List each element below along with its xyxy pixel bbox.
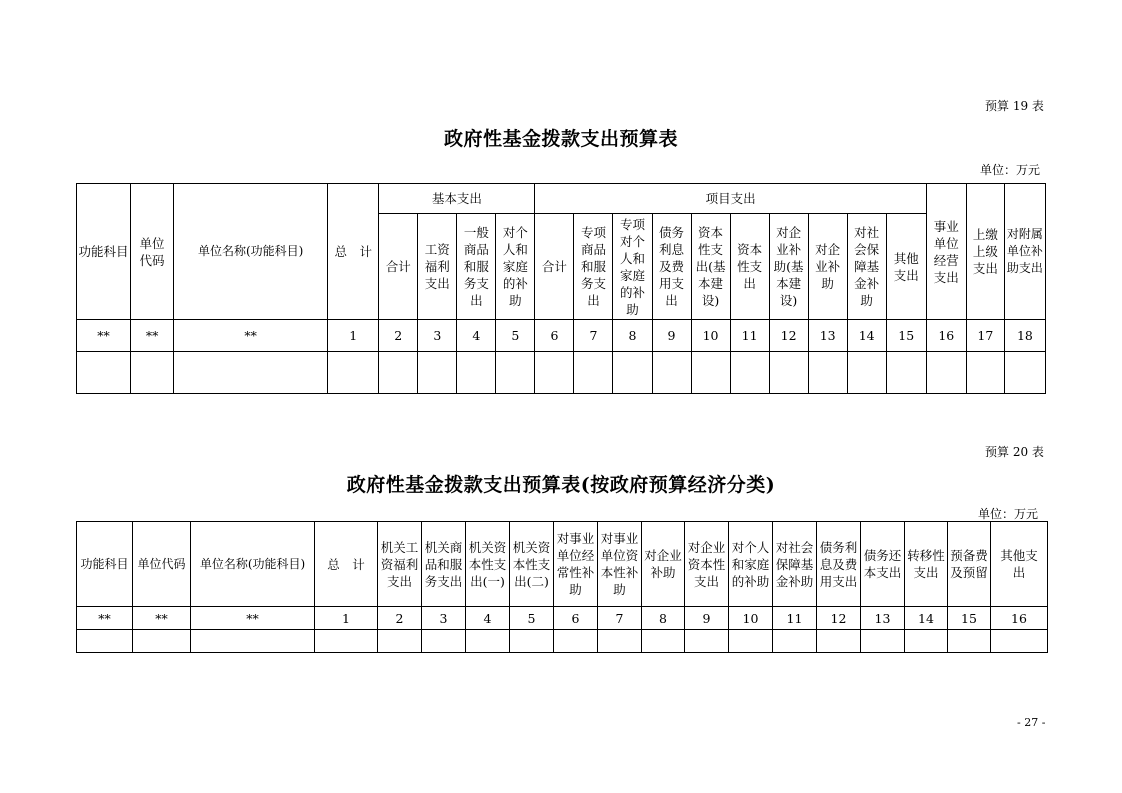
empty-cell xyxy=(510,630,554,653)
index-cell: 8 xyxy=(613,320,652,352)
empty-cell xyxy=(328,352,379,394)
empty-cell xyxy=(77,630,133,653)
empty-cell xyxy=(315,630,378,653)
empty-cell xyxy=(685,630,729,653)
index-cell: 14 xyxy=(905,607,948,630)
index-cell: ** xyxy=(77,607,133,630)
header-col: 对个人和家庭的补助 xyxy=(729,522,773,607)
header-project-col: 其他支出 xyxy=(886,214,926,320)
header-project-col: 合计 xyxy=(535,214,574,320)
index-cell: 11 xyxy=(730,320,769,352)
table-19 xyxy=(76,183,1046,394)
index-cell: 9 xyxy=(652,320,691,352)
header-col: 对企业资本性支出 xyxy=(685,522,729,607)
header-unit-name: 单位名称(功能科目) xyxy=(174,184,328,320)
empty-cell xyxy=(133,630,191,653)
index-cell: 6 xyxy=(554,607,598,630)
empty-cell xyxy=(861,630,905,653)
index-cell: 4 xyxy=(466,607,510,630)
header-project-col: 对企业补助(基本建设) xyxy=(769,214,808,320)
empty-cell xyxy=(642,630,685,653)
index-cell: 17 xyxy=(966,320,1004,352)
empty-cell xyxy=(773,630,817,653)
header-project-col: 专项商品和服务支出 xyxy=(574,214,613,320)
header-col: 对事业单位资本性补助 xyxy=(598,522,642,607)
index-cell: 6 xyxy=(535,320,574,352)
empty-cell xyxy=(817,630,861,653)
header-func-subject: 功能科目 xyxy=(77,522,133,607)
header-total: 总 计 xyxy=(328,184,379,320)
index-cell: 16 xyxy=(991,607,1048,630)
header-tail-col: 对附属单位补助支出 xyxy=(1004,184,1045,320)
table-20 xyxy=(76,521,1048,653)
empty-cell xyxy=(535,352,574,394)
index-cell: 2 xyxy=(379,320,418,352)
header-col: 机关资本性支出(一) xyxy=(466,522,510,607)
empty-cell xyxy=(991,630,1048,653)
header-col: 其他支出 xyxy=(991,522,1048,607)
empty-cell xyxy=(466,630,510,653)
empty-cell xyxy=(905,630,948,653)
form-number-20: 预算 20 表 xyxy=(985,445,1044,459)
index-cell: 9 xyxy=(685,607,729,630)
empty-cell xyxy=(378,630,422,653)
empty-cell xyxy=(847,352,886,394)
header-basic-col: 工资福利支出 xyxy=(418,214,457,320)
index-cell: 14 xyxy=(847,320,886,352)
header-unit-code: 单位代码 xyxy=(131,184,174,320)
header-project-col: 资本性支出 xyxy=(730,214,769,320)
index-cell: 13 xyxy=(808,320,847,352)
header-project-group: 项目支出 xyxy=(535,184,926,214)
empty-cell xyxy=(191,630,315,653)
header-func-subject: 功能科目 xyxy=(77,184,131,320)
index-cell: 7 xyxy=(574,320,613,352)
index-cell: 18 xyxy=(1004,320,1045,352)
unit-label-20: 单位：万元 xyxy=(978,507,1039,521)
empty-cell xyxy=(554,630,598,653)
header-col: 对企业补助 xyxy=(642,522,685,607)
header-unit-name: 单位名称(功能科目) xyxy=(191,522,315,607)
empty-cell xyxy=(598,630,642,653)
empty-cell xyxy=(729,630,773,653)
index-cell: 12 xyxy=(817,607,861,630)
index-cell: 1 xyxy=(328,320,379,352)
header-col: 机关商品和服务支出 xyxy=(422,522,466,607)
index-cell: 11 xyxy=(773,607,817,630)
header-tail-col: 上缴上级支出 xyxy=(966,184,1004,320)
index-cell: ** xyxy=(131,320,174,352)
header-project-col: 专项对个人和家庭的补助 xyxy=(613,214,652,320)
empty-cell xyxy=(769,352,808,394)
index-cell: 5 xyxy=(496,320,535,352)
header-col: 债务还本支出 xyxy=(861,522,905,607)
table-19-title: 政府性基金拨款支出预算表 xyxy=(443,128,678,150)
empty-cell xyxy=(652,352,691,394)
page-number: - 27 - xyxy=(1017,716,1046,729)
header-project-col: 对企业补助 xyxy=(808,214,847,320)
empty-cell xyxy=(613,352,652,394)
empty-cell xyxy=(886,352,926,394)
index-cell: 5 xyxy=(510,607,554,630)
header-col: 债务利息及费用支出 xyxy=(817,522,861,607)
header-project-col: 债务利息及费用支出 xyxy=(652,214,691,320)
index-cell: 10 xyxy=(691,320,730,352)
empty-cell xyxy=(422,630,466,653)
empty-cell xyxy=(574,352,613,394)
empty-cell xyxy=(131,352,174,394)
index-cell: 13 xyxy=(861,607,905,630)
header-project-col: 资本性支出(基本建设) xyxy=(691,214,730,320)
header-total: 总 计 xyxy=(315,522,378,607)
index-cell: 10 xyxy=(729,607,773,630)
header-col: 对社会保障基金补助 xyxy=(773,522,817,607)
index-cell: 1 xyxy=(315,607,378,630)
empty-cell xyxy=(174,352,328,394)
index-cell: ** xyxy=(77,320,131,352)
empty-cell xyxy=(418,352,457,394)
empty-cell xyxy=(457,352,496,394)
empty-cell xyxy=(966,352,1004,394)
index-cell: 16 xyxy=(926,320,966,352)
header-col: 机关工资福利支出 xyxy=(378,522,422,607)
index-cell: ** xyxy=(133,607,191,630)
header-col: 预备费及预留 xyxy=(948,522,991,607)
index-cell: 4 xyxy=(457,320,496,352)
empty-cell xyxy=(691,352,730,394)
header-tail-col: 事业单位经营支出 xyxy=(926,184,966,320)
unit-label-19: 单位：万元 xyxy=(980,163,1041,177)
header-basic-group: 基本支出 xyxy=(379,184,535,214)
empty-cell xyxy=(948,630,991,653)
index-cell: ** xyxy=(174,320,328,352)
empty-cell xyxy=(730,352,769,394)
header-row-1 xyxy=(77,184,1046,214)
header-col: 对事业单位经常性补助 xyxy=(554,522,598,607)
index-cell: ** xyxy=(191,607,315,630)
index-cell: 3 xyxy=(418,320,457,352)
empty-cell xyxy=(77,352,131,394)
index-row-20 xyxy=(77,607,1048,630)
header-unit-code: 单位代码 xyxy=(133,522,191,607)
header-basic-col: 合计 xyxy=(379,214,418,320)
index-cell: 8 xyxy=(642,607,685,630)
header-row xyxy=(77,522,1048,607)
header-basic-col: 一般商品和服务支出 xyxy=(457,214,496,320)
index-cell: 15 xyxy=(948,607,991,630)
empty-cell xyxy=(1004,352,1045,394)
index-cell: 3 xyxy=(422,607,466,630)
header-col: 转移性支出 xyxy=(905,522,948,607)
index-cell: 15 xyxy=(886,320,926,352)
index-cell: 7 xyxy=(598,607,642,630)
empty-cell xyxy=(808,352,847,394)
header-basic-col: 对个人和家庭的补助 xyxy=(496,214,535,320)
table-20-title: 政府性基金拨款支出预算表(按政府预算经济分类) xyxy=(346,474,776,496)
header-col: 机关资本性支出(二) xyxy=(510,522,554,607)
form-number-19: 预算 19 表 xyxy=(985,99,1044,113)
index-cell: 2 xyxy=(378,607,422,630)
empty-row-20 xyxy=(77,630,1048,653)
index-cell: 12 xyxy=(769,320,808,352)
empty-cell xyxy=(379,352,418,394)
index-row-19 xyxy=(77,320,1046,352)
empty-cell xyxy=(496,352,535,394)
empty-cell xyxy=(926,352,966,394)
header-project-col: 对社会保障基金补助 xyxy=(847,214,886,320)
empty-row-19 xyxy=(77,352,1046,394)
